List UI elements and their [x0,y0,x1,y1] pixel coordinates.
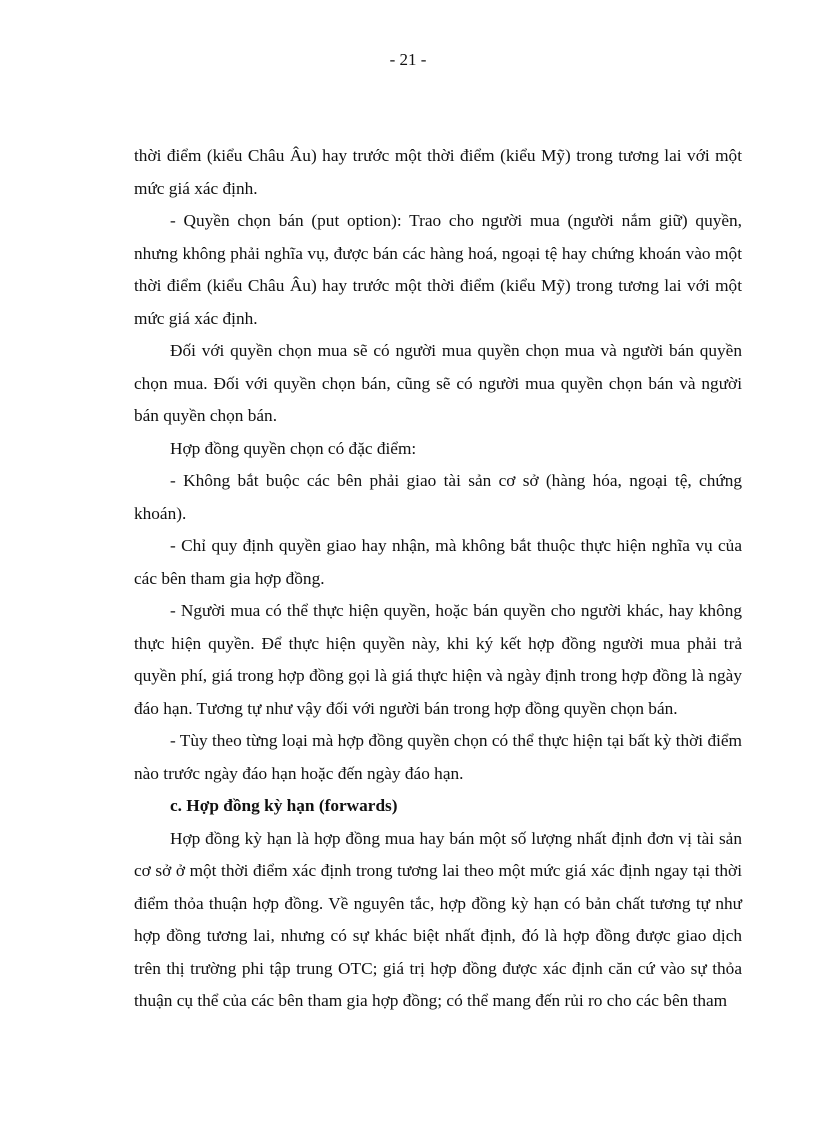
paragraph-2: - Quyền chọn bán (put option): Trao cho người mua (người nắm giữ) quyền, nhưng không phải nghĩa vụ, được bán các hàng hoá, ngoại tệ hay chứng khoán vào một thời điểm (kiểu Châu Âu) hay trước một thời điểm (kiểu Mỹ) trong tương lai với một mức giá xác định. [134,211,742,328]
paragraph-4: Hợp đồng quyền chọn có đặc điểm: [170,438,417,458]
section-heading: c. Hợp đồng kỳ hạn (forwards) [170,796,398,815]
paragraph-8: - Tùy theo từng loại mà hợp đồng quyền chọn có thể thực hiện tại bất kỳ thời điểm nào trước ngày đáo hạn hoặc đến ngày đáo hạn. [134,731,742,783]
paragraph-7: - Người mua có thể thực hiện quyền, hoặc bán quyền cho người khác, hay không thực hiện quyền. Để thực hiện quyền này, khi ký kết hợp đồng người mua phải trả quyền phí, giá trong hợp đồng gọi là giá thực hiện và ngày định trong hợp đồng là ngày đáo hạn. Tương tự như vậy đối với người bán trong hợp đồng quyền chọn bán. [134,601,742,718]
document-body [134,140,742,1018]
page-number: - 21 - [389,50,427,69]
paragraph-6: - Chỉ quy định quyền giao hay nhận, mà không bắt thuộc thực hiện nghĩa vụ của các bên tham gia hợp đồng. [134,536,742,588]
paragraph-3: Đối với quyền chọn mua sẽ có người mua quyền chọn mua và người bán quyền chọn mua. Đối với quyền chọn bán, cũng sẽ có người mua quyền chọn bán và người bán quyền chọn bán. [134,341,742,425]
paragraph-9: Hợp đồng kỳ hạn là hợp đồng mua hay bán một số lượng nhất định đơn vị tài sản cơ sở ở một thời điểm xác định trong tương lai theo một mức giá xác định ngay tại thời điểm thỏa thuận hợp đồng. Về nguyên tắc, hợp đồng kỳ hạn có bản chất tương tự như hợp đồng tương lai, nhưng có sự khác biệt nhất định, đó là hợp đồng được giao dịch trên thị trường phi tập trung OTC; giá trị hợp đồng được xác định căn cứ vào sự thỏa thuận cụ thể của các bên tham gia hợp đồng; có thể mang đến rủi ro cho các bên tham [134,828,742,1010]
paragraph-5: - Không bắt buộc các bên phải giao tài sản cơ sở (hàng hóa, ngoại tệ, chứng khoán). [134,471,742,523]
paragraph-1: thời điểm (kiểu Châu Âu) hay trước một thời điểm (kiểu Mỹ) trong tương lai với một mức giá xác định. [134,146,742,198]
